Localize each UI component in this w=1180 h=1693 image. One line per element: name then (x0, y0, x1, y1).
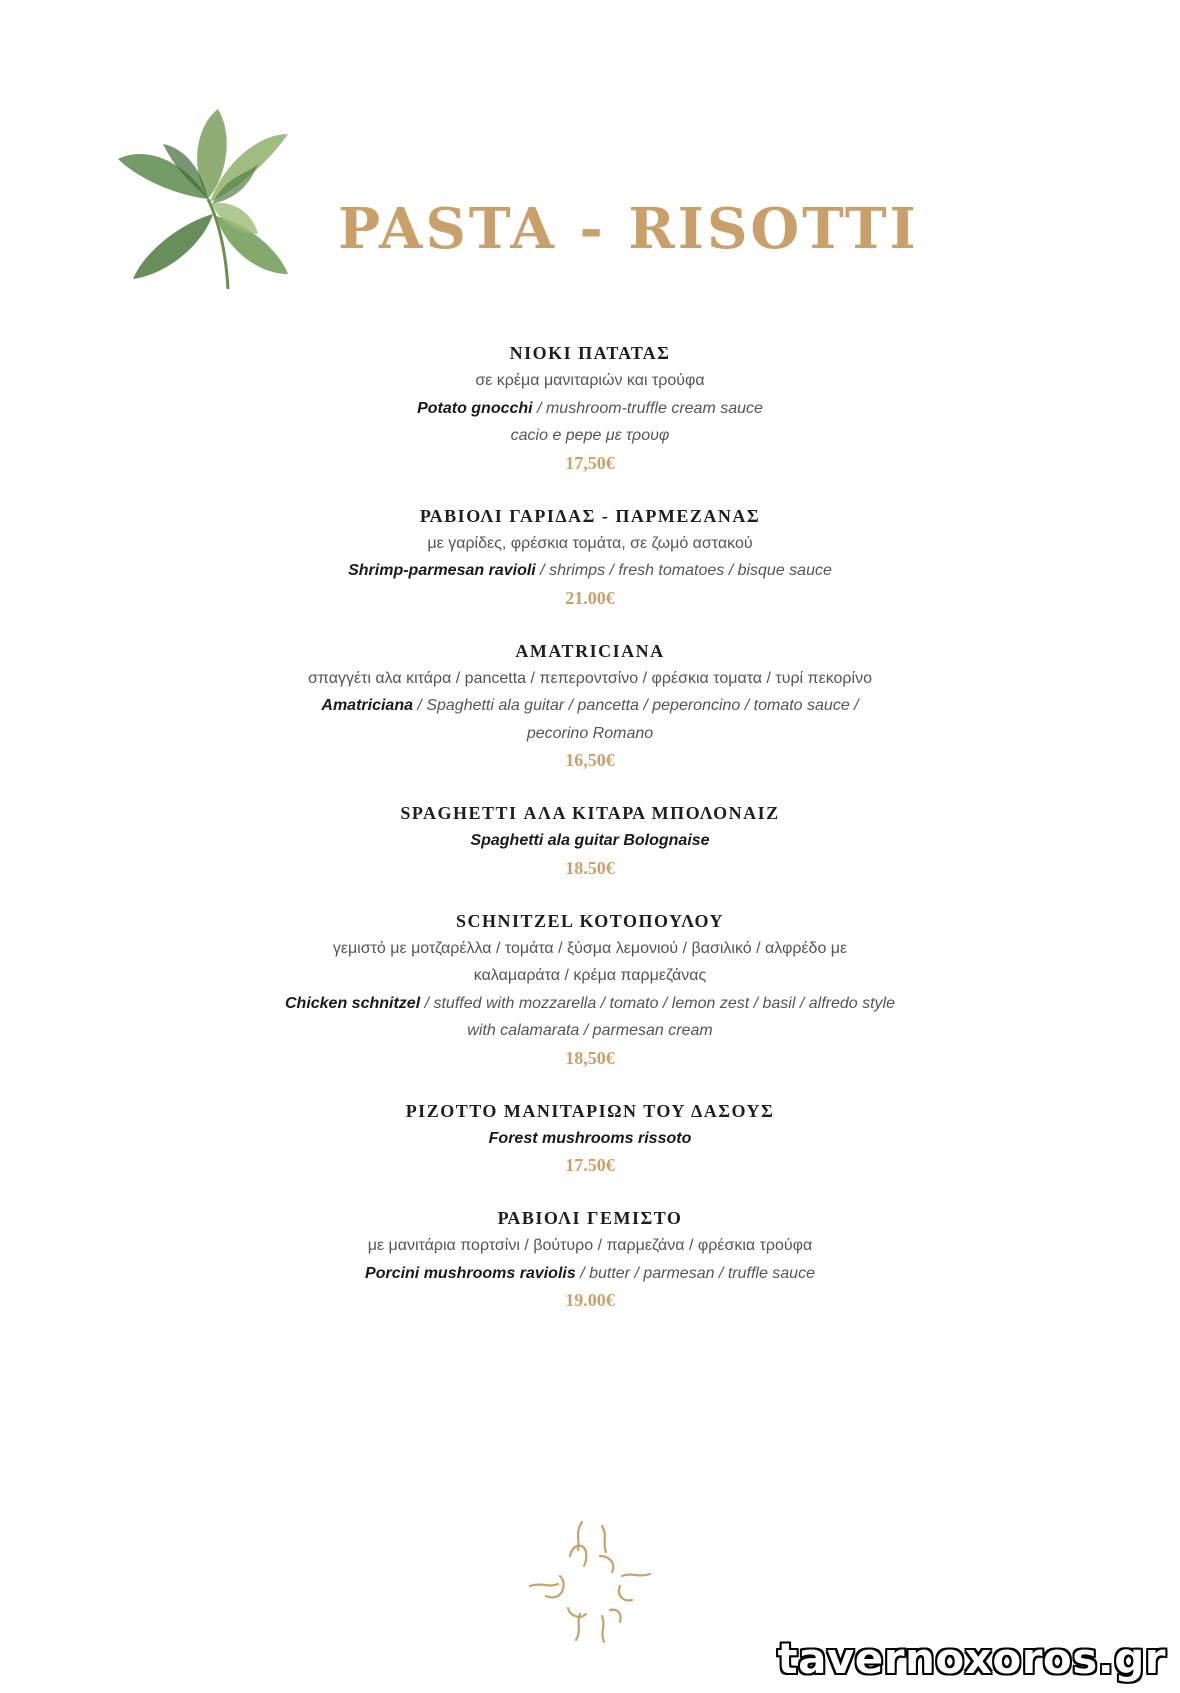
item-price: 18,50€ (565, 1047, 615, 1068)
item-description-text: γεμιστό με μοτζαρέλλα / τομάτα / ξύσμα λεμονιού / βασιλικό / αλφρέδο με (332, 939, 848, 957)
menu-item (190, 1098, 990, 1180)
menu-item (190, 340, 990, 477)
item-description-text: με γαρίδες, φρέσκια τομάτα, σε ζωμό αστακού (427, 534, 753, 552)
item-description-text: / mushroom-truffle cream sauce (532, 399, 763, 417)
item-description-text: / shrimps / fresh tomatoes / bisque sauce (535, 562, 832, 579)
menu-item (190, 800, 990, 882)
item-name: SCHNITZEL ΚΟΤΟΠΟΥΛΟΥ (456, 910, 724, 931)
basil-leaves-icon (108, 104, 308, 304)
item-description (190, 720, 990, 748)
item-description (190, 1125, 990, 1153)
item-description (190, 692, 990, 720)
item-price: 18.50€ (565, 857, 615, 878)
item-name: ΡΑΒΙΟΛΙ ΓΑΡΙΔΑΣ - ΠΑΡΜΕΖΑΝΑΣ (419, 505, 761, 526)
item-name: AMATRICIANA (515, 640, 665, 661)
page-title: PASTA - RISOTTI (338, 196, 919, 262)
item-description-text: pecorino Romano (526, 724, 654, 742)
item-description-text: with calamarata / parmesan cream (467, 1022, 713, 1039)
item-name: ΝΙΟΚΙ ΠΑΤΑΤΑΣ (509, 343, 671, 363)
menu-item (190, 638, 990, 775)
item-name: ΡΑΒΙΟΛΙ ΓΕΜΙΣΤΟ (497, 1208, 683, 1228)
item-description-text: cacio e pepe με τρουφ (510, 427, 670, 444)
item-description (190, 990, 990, 1018)
sun-swirl-logo-icon (520, 1512, 660, 1652)
item-english-name: Forest mushrooms rissoto (488, 1129, 692, 1147)
item-english-name: Shrimp-parmesan ravioli (348, 562, 536, 579)
item-name: ΡΙΖΟΤΤΟ ΜΑΝΙΤΑΡΙΩΝ ΤΟΥ ΔΑΣΟΥΣ (405, 1100, 775, 1121)
menu-list (190, 340, 990, 1340)
item-description (190, 557, 990, 585)
item-description (190, 367, 990, 395)
menu-item (190, 503, 990, 612)
item-name: SPAGHETTI ΑΛΑ ΚΙΤΑΡΑ ΜΠΟΛΟΝΑΙΖ (400, 803, 780, 823)
item-price: 19.00€ (565, 1290, 615, 1310)
item-price: 21.00€ (565, 587, 615, 608)
item-english-name: Amatriciana (321, 697, 413, 714)
item-price: 16,50€ (565, 750, 615, 770)
item-description (190, 395, 990, 423)
menu-item (190, 908, 990, 1072)
item-english-name: Chicken schnitzel (284, 994, 421, 1012)
item-description (190, 1232, 990, 1260)
item-description (190, 962, 990, 990)
item-description (190, 1260, 990, 1288)
item-english-name: Spaghetti ala guitar Bolognaise (470, 832, 710, 849)
item-description-text: / stuffed with mozzarella / tomato / lemon zest / basil / alfredo style (420, 994, 896, 1012)
item-english-name: Porcini mushrooms raviolis (365, 1264, 576, 1282)
menu-item (190, 1205, 990, 1314)
item-description (190, 422, 990, 450)
item-description-text: σε κρέμα μανιταριών και τρούφα (475, 372, 705, 389)
item-price: 17.50€ (565, 1155, 615, 1175)
item-price: 17,50€ (565, 452, 615, 473)
item-english-name: Potato gnocchi (417, 399, 533, 417)
item-description (190, 530, 990, 558)
item-description (190, 665, 990, 693)
item-description (190, 827, 990, 855)
item-description-text: σπαγγέτι αλα κιτάρα / pancetta / πεπεροντσίνο / φρέσκια τοματα / τυρί πεκορίνο (308, 669, 872, 687)
item-description-text: / Spaghetti ala guitar / pancetta / peperoncino / tomato sauce / (412, 697, 859, 714)
item-description-text: / butter / parmesan / truffle sauce (575, 1264, 815, 1282)
item-description (190, 935, 990, 963)
item-description-text: με μανιτάρια πορτσίνι / βούτυρο / παρμεζάνα / φρέσκια τρούφα (367, 1237, 813, 1254)
watermark-text: tavernoxoros.gr (777, 1634, 1166, 1683)
item-description-text: καλαμαράτα / κρέμα παρμεζάνας (473, 967, 707, 984)
item-description (190, 1017, 990, 1045)
